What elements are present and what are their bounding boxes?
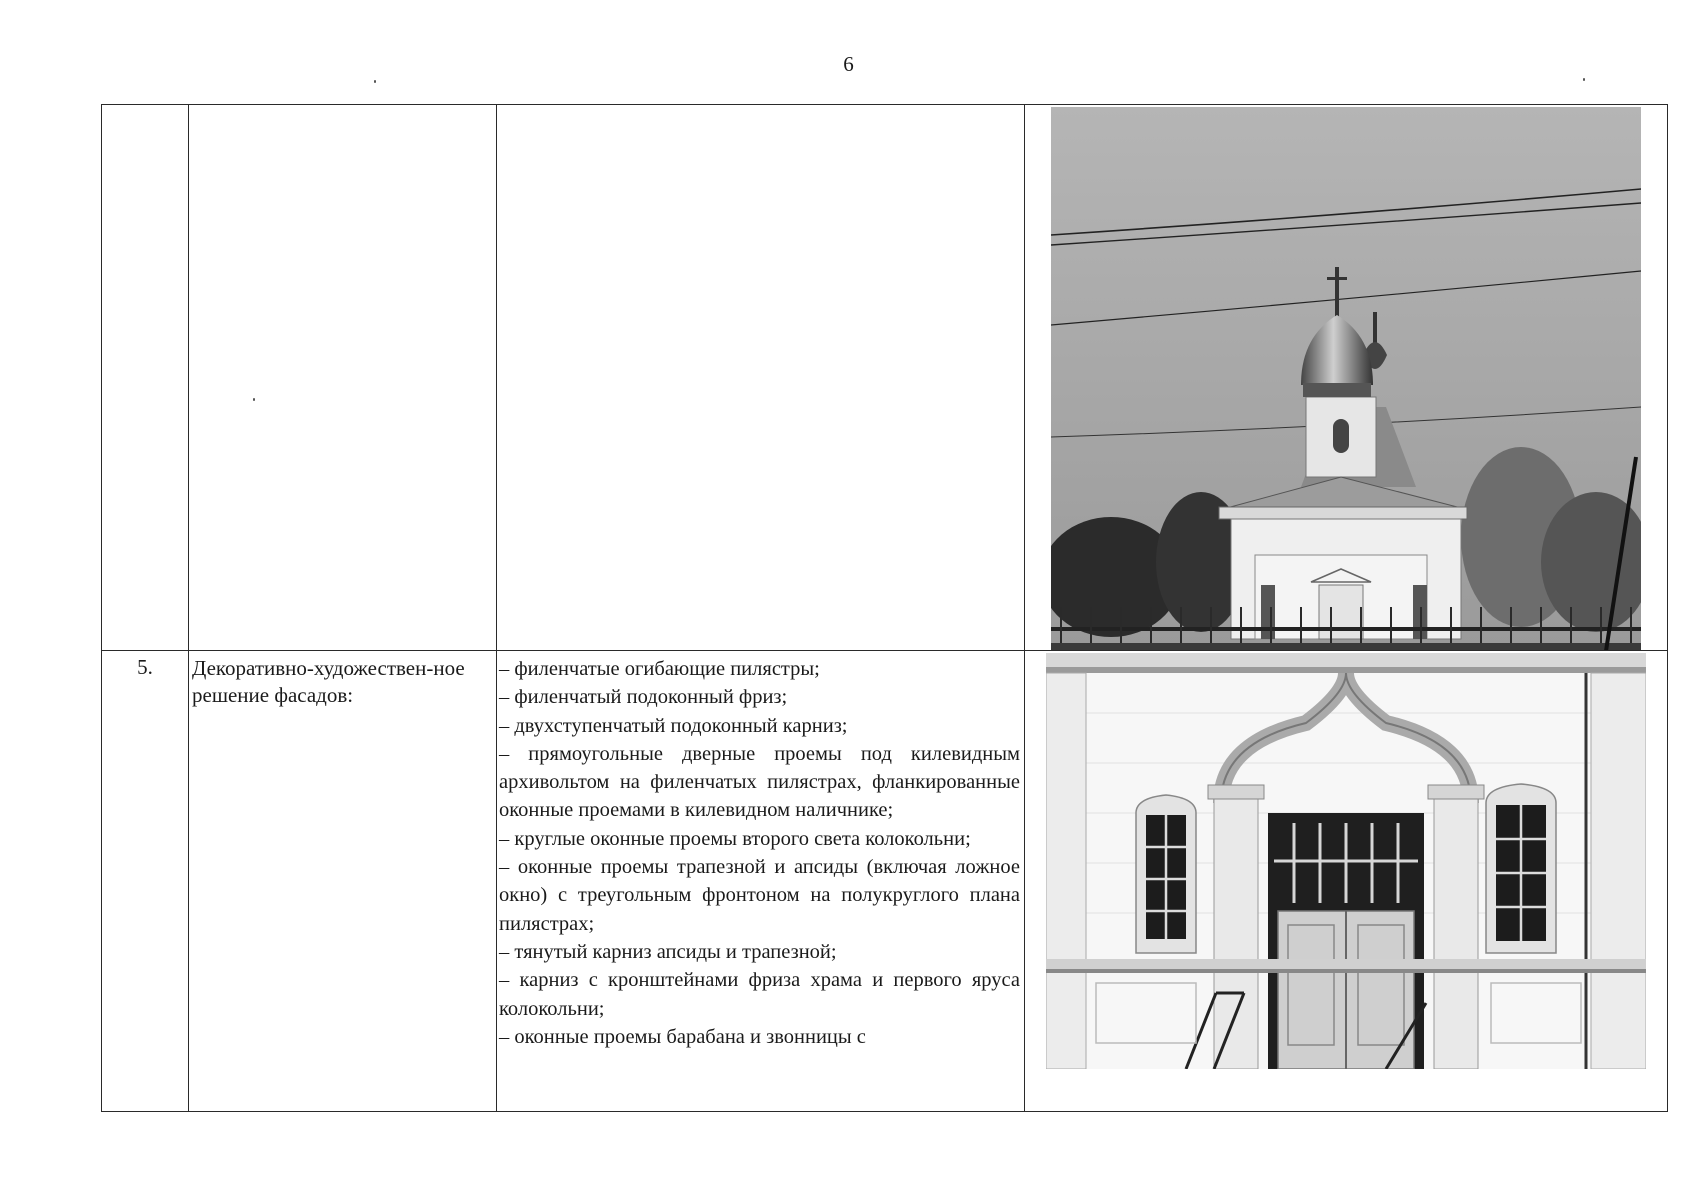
list-item: – филенчатые огибающие пилястры;: [499, 658, 820, 680]
row-features: [497, 651, 1025, 1112]
table-row: [102, 651, 1668, 1112]
row-features: [497, 105, 1025, 651]
list-item: – прямоугольные дверные проемы под килевидным архивольтом на филенчатых пилястрах, фланкированные оконные проемами в килевидном наличнике;: [499, 742, 1020, 822]
list-item: – филенчатый подоконный фриз;: [499, 686, 788, 709]
row-title: [189, 105, 497, 651]
row-number: 5.: [102, 651, 189, 1112]
features-list: [499, 655, 1020, 1051]
row-number: [102, 105, 189, 651]
list-item: – оконные проемы барабана и звонницы с: [499, 1025, 866, 1048]
table-row: [102, 105, 1668, 651]
photo-cell: [1025, 651, 1668, 1112]
scan-speck: [374, 80, 376, 83]
list-item: – карниз с кронштейнами фриза храма и первого яруса колокольни;: [499, 969, 1020, 1020]
church-entrance-photo: [1046, 653, 1646, 1069]
list-item: – оконные проемы трапезной и апсиды (включая ложное окно) с треугольным фронтоном на полукруглого плана пилястрах;: [499, 856, 1020, 935]
list-item: – круглые оконные проемы второго света колокольни;: [499, 827, 971, 850]
scan-speck: [1583, 78, 1585, 81]
list-item: – тянутый карниз апсиды и трапезной;: [499, 940, 837, 963]
row-title: Декоративно-художествен-ное решение фасадов:: [189, 651, 497, 1112]
church-exterior-photo: [1051, 107, 1641, 651]
page-number: 6: [843, 52, 854, 76]
heritage-features-table: [101, 104, 1668, 1112]
list-item: – двухступенчатый подоконный карниз;: [499, 714, 848, 737]
photo-cell: [1025, 105, 1668, 651]
